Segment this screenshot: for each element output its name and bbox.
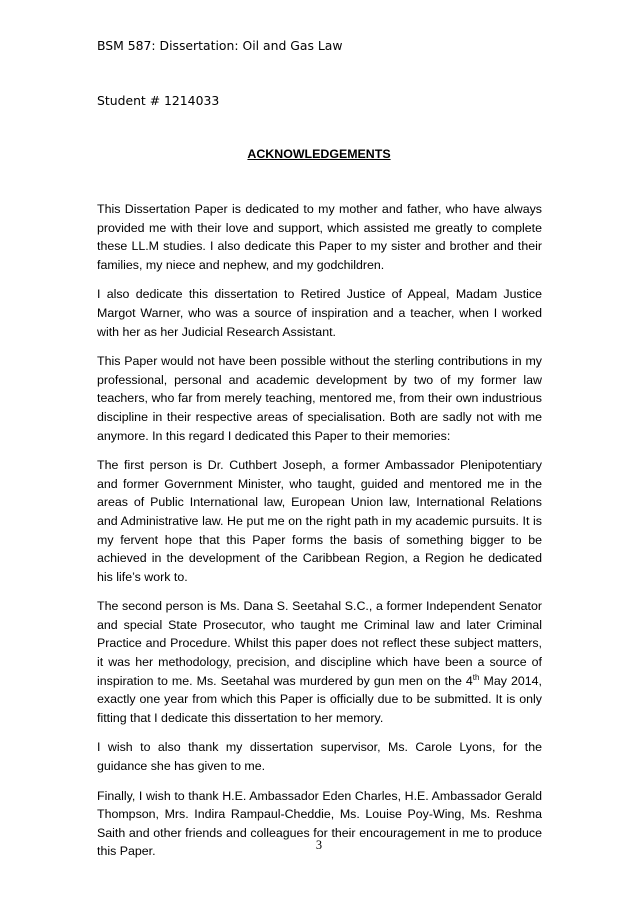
paragraph-second-person-text: The second person is Ms. Dana S. Seetahal S.C., a former Independent Senator and special State Prosecutor, who taught me Criminal law and later Criminal Practice and Procedure. Whilst this paper does not reflect these subject matters, it was her methodology, precision, and discipline which have been a source of inspiration to me. Ms. Seetahal was murdered by gun men on the 4 <box>97 599 542 688</box>
acknowledgements-body <box>97 200 542 872</box>
paragraph-first-person: The first person is Dr. Cuthbert Joseph, a former Ambassador Plenipotentiary and former Government Minister, who taught, guided and mentored me in the areas of Public International law, European Union law, International Relations and Administrative law. He put me on the right path in my academic pursuits. It is my fervent hope that this Paper forms the basis of something bigger to be achieved in the development of the Caribbean Region, a Region he dedicated his life’s work to. <box>97 458 542 584</box>
paragraph-dedication-family: This Dissertation Paper is dedicated to my mother and father, who have always provided me with their love and support, which assisted me greatly to complete these LL.M studies. I also dedicate this Paper to my sister and brother and their families, my niece and nephew, and my godchildren. <box>97 202 542 272</box>
page-header: BSM 587: Dissertation: Oil and Gas Law <box>97 38 343 53</box>
paragraph-dedication-justice: I also dedicate this dissertation to Retired Justice of Appeal, Madam Justice Margot Warner, who was a source of inspiration and a teacher, when I worked with her as her Judicial Research Assistant. <box>97 287 542 339</box>
student-number: Student # 1214033 <box>97 93 220 108</box>
page-number: 3 <box>315 838 323 852</box>
page-title: ACKNOWLEDGEMENTS <box>247 147 391 161</box>
paragraph-second-person-text-end: May 2014, exactly one year from which this Paper is officially due to be submitted. It is only fitting that I dedicate this dissertation to her memory. <box>97 673 542 725</box>
paragraph-supervisor: I wish to also thank my dissertation supervisor, Ms. Carole Lyons, for the guidance she has given to me. <box>97 740 542 774</box>
ordinal-suffix: th <box>472 672 480 682</box>
paragraph-final-thanks: Finally, I wish to thank H.E. Ambassador Eden Charles, H.E. Ambassador Gerald Thompson, Mrs. Indira Rampaul-Cheddie, Ms. Louise Poy-Wing, Ms. Reshma Saith and other friends and colleagues for their encouragement in me to produce this Paper. <box>97 788 542 859</box>
paragraph-second-person <box>97 597 542 727</box>
paragraph-former-teachers: This Paper would not have been possible without the sterling contributions in my professional, personal and academic development by two of my former law teachers, who far from merely teaching, mentored me, from their own industrious discipline in their respective areas of specialisation. Both are sadly not with me anymore. In this regard I dedicated this Paper to their memories: <box>97 354 542 443</box>
